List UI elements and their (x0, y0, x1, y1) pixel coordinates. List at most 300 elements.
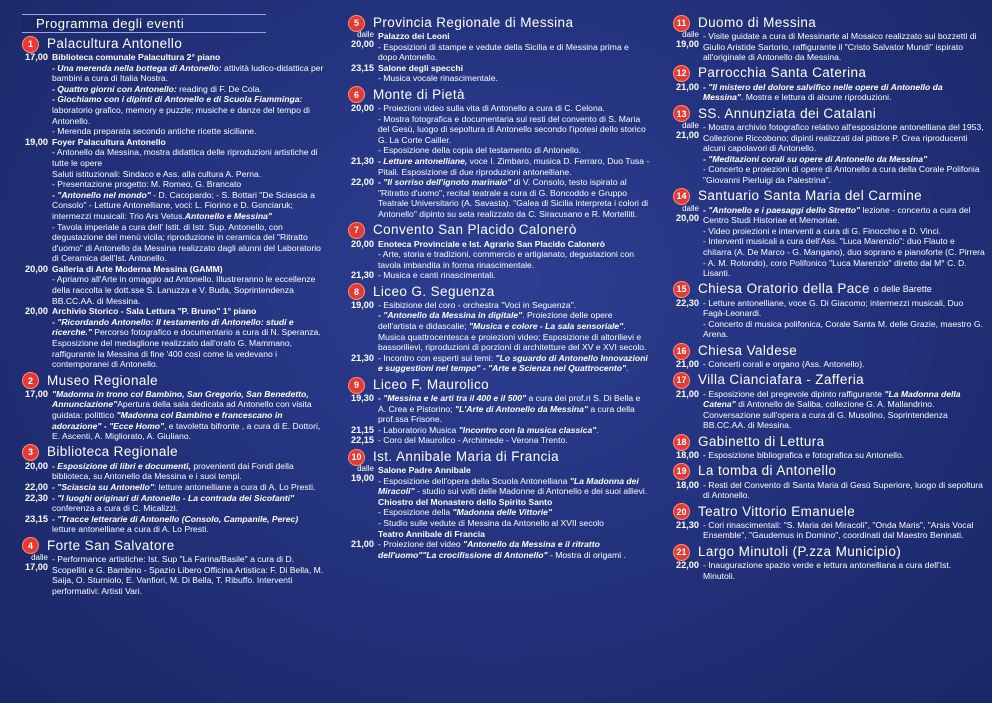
event-line (52, 169, 324, 180)
event-location: Archivio Storico - Sala Lettura "P. Bruno" 1° piano (52, 306, 257, 317)
event-description (378, 393, 650, 425)
venue-name: Palacultura Antonello (47, 35, 183, 51)
venue-header (340, 15, 650, 31)
event-time: 22,15 (351, 435, 374, 446)
event-text: di V. Consolo, testo ispirato al "Ritratto d'uomo", recital teatrale a cura di G. Boncoddo e Gruppo Teatrale Universitario (A. Savasta). "Galea di Sicilia interpreta i colori di Antonello" dipinto su seta realizzato da C. Siracusano e R. Mortelliti. (378, 177, 649, 219)
event-line (703, 560, 985, 581)
event-description (703, 560, 985, 581)
event-line (378, 156, 650, 177)
event (14, 52, 324, 137)
event-line (52, 190, 324, 222)
event-text: - Video proiezioni e interventi a cura di G. Finocchio e D. Vinci. (703, 225, 942, 236)
event-time: 21,00 (676, 359, 699, 370)
event-line (378, 42, 650, 63)
event (340, 465, 650, 539)
event (665, 480, 985, 501)
event-description (378, 63, 650, 84)
venue-21 (665, 544, 985, 581)
event-highlight: - "Il mistero del dolore salvifico nelle opere di Antonello da Messina" (703, 81, 943, 103)
event-text: lezione - concerto a cura del Centro Studi Historiae et Memoriae. (703, 204, 971, 226)
event-highlight: "La Madonna dei Miracoli" (378, 475, 639, 497)
event-line (378, 393, 650, 425)
venue-name: Largo Minutoli (P.zza Municipio) (698, 543, 902, 559)
event (340, 31, 650, 63)
venue-name: Provincia Regionale di Messina (373, 14, 574, 30)
event-time: 20,00 (25, 460, 48, 471)
venue-name: Teatro Vittorio Emanuele (698, 503, 856, 519)
event-time: dalle 20,00 (665, 205, 703, 279)
event-text: . Proiezione delle opere dell'artista e didascalie; (378, 310, 613, 332)
event-description (52, 482, 324, 493)
event-time: 23,15 (25, 513, 48, 524)
venue-name: Duomo di Messina (698, 14, 817, 30)
venue-17 (665, 373, 985, 431)
event-time: 21,30 (351, 155, 374, 166)
event-time: dalle 17,00 (14, 554, 52, 596)
event-line (703, 389, 985, 431)
event-description (378, 300, 650, 353)
event-location: Foyer Palacultura Antonello (52, 136, 166, 147)
venue-number-badge: 9 (348, 377, 365, 394)
event-description (703, 359, 985, 370)
venue-header (665, 282, 985, 298)
venue-number-badge: 16 (673, 343, 690, 360)
event-text: - Esposizioni di stampe e vedute della Sicilia e di Messina prima e dopo Antonello. (378, 41, 629, 63)
venue-7 (340, 223, 650, 281)
event-time: 22,30 (25, 492, 48, 503)
event-line (378, 270, 650, 281)
event-time: 19,00 (351, 299, 374, 310)
event-text: , e tavoletta bifronte (164, 420, 242, 431)
venue-number-badge: 6 (348, 86, 365, 103)
event-time: 19,00 (25, 136, 48, 147)
event-line (703, 319, 985, 340)
venue-name: Liceo F. Maurolico (373, 376, 489, 392)
event-text: - Antonello da Messina, mostra didattica delle riproduzioni artistiche di tutte le opere (52, 147, 318, 168)
event-time: 22,00 (25, 481, 48, 492)
event-text: - Studio sulle vedute di Messina da Antonello al XVII secolo (378, 517, 604, 528)
event-text: - Concerto e proiezioni di opere di Antonello a cura della Corale Polifonia "Giovanni Pierluigi da Palestrina". (703, 164, 980, 185)
event (340, 435, 650, 446)
venue-19 (665, 464, 985, 501)
venue-number-badge: 3 (22, 444, 39, 461)
event-line (52, 126, 324, 137)
event-text: - Mostra fotografica e documentaria sui resti del convento di S. Maria del Gesù, luogo di sepoltura di Antonello secondo l'ipotesi dello storico G. La Corte Cailler. (378, 113, 646, 145)
event-line (52, 554, 324, 596)
event-highlight: - "Il sorriso dell'ignoto marinaio" (378, 177, 512, 188)
event-highlight: - "Tracce letterarie di Antonello (Consolo, Campanile, Perec) (52, 513, 299, 524)
event-highlight: "L'Arte di Antonello da Messina" (454, 403, 588, 414)
event-highlight: "Incontro con la musica classica" (458, 424, 597, 435)
venue-20 (665, 504, 985, 541)
venue-9 (340, 377, 650, 446)
event-text: provenienti dai Fondi della biblioteca, su Antonello da Messina e i suoi tempi. (52, 460, 294, 482)
event-line (703, 31, 985, 63)
event-description (378, 435, 650, 446)
column-3 (665, 0, 985, 581)
event-time-prefix: dalle (31, 552, 48, 562)
event-text: . (626, 363, 629, 374)
event (14, 306, 324, 370)
event-line (378, 145, 650, 156)
event-highlight: Chiostro del Monastero dello Spirito Santo (378, 496, 553, 507)
event-time-prefix: dalle (357, 464, 374, 473)
event (340, 177, 650, 219)
venue-2 (14, 373, 324, 442)
event-text: attività ludico-didattica per bambini a cura di Italia Nostra. (52, 62, 324, 84)
venue-3 (14, 445, 324, 535)
venue-header (665, 434, 985, 450)
venue-14 (665, 189, 985, 279)
event-line (703, 164, 985, 185)
venue-header (340, 87, 650, 103)
event (665, 122, 985, 186)
event-text: reading di F. De Cola. (176, 83, 262, 94)
venue-1 (14, 36, 324, 370)
event-line (378, 249, 650, 270)
venue-header (665, 373, 985, 389)
venue-name: Biblioteca Regionale (47, 444, 179, 460)
event-highlight: "La Madonna della Catena" (703, 388, 961, 410)
event (340, 239, 650, 271)
event-text: letture antonelliane a cura di A. Lo Presti. (52, 524, 209, 535)
venue-name: Villa Cianciafara - Zafferia (698, 372, 865, 388)
event-time: 21,00 (351, 539, 374, 550)
event-description (52, 514, 324, 535)
event-description (378, 270, 650, 281)
event-line (378, 476, 650, 497)
event-text: Saluti istituzionali: Sindaco e Ass. alla cultura A. Perna. (52, 168, 262, 179)
venue-header (665, 464, 985, 480)
venue-number-badge: 10 (348, 449, 365, 466)
event-line (378, 529, 650, 540)
program-header: Programma degli eventi (22, 14, 266, 33)
event-text: voce I. Zimbaro, musica D. Ferraro, Duo Tusa - Pitali. Esposizione di due riproduzioni antonelliane. (378, 155, 650, 177)
venue-13 (665, 106, 985, 186)
venue-number-badge: 7 (348, 222, 365, 239)
event-line (378, 103, 650, 114)
venue-6 (340, 87, 650, 220)
event-text: - Mostra di origami (547, 549, 624, 560)
event-line (378, 497, 650, 508)
event-line (703, 205, 985, 226)
event-description (378, 31, 650, 63)
event (665, 560, 985, 581)
event-text: - Performance artistiche: Ist. Sup "La Farina/Basile" a cura di D. Scopelliti e G. Bambino - Spazio Libero Officina Artistica: F. Di Bella, M. Saija, O. Sturniolo, E. Vanfiori, M. Di Bella, T. Ribuffo. Interventi performativi: Artisti Vari. (52, 553, 324, 596)
event-description (52, 264, 324, 306)
venue-11 (665, 15, 985, 63)
event-description (378, 177, 650, 219)
event-line (378, 425, 650, 436)
event-line (52, 514, 324, 535)
venue-name: SS. Annunziata dei Catalani (698, 105, 877, 121)
event-line (52, 482, 324, 493)
event-description (703, 31, 985, 63)
event-time: 19,30 (351, 393, 374, 404)
event-text: - Cori rinascimentali: "S. Maria dei Miracoli", "Onda Maris", "Arsis Vocal Ensemble", "Gaudemus in Domino", coordinati dal Maestro Beninati. (703, 519, 974, 541)
event-time: 17,00 (25, 388, 48, 399)
venue-number-badge: 1 (22, 36, 39, 53)
event-time: 17,00 (25, 52, 48, 62)
venue-header (665, 343, 985, 359)
event-text: Apertura della sala dedicata ad Antonello con visita guidata: polittico (52, 399, 312, 420)
venue-number-badge: 21 (673, 544, 690, 561)
event-location: Galleria di Arte Moderna Messina (GAMM) (52, 263, 223, 274)
event (14, 389, 324, 442)
event-description (378, 239, 650, 271)
event-text: - Merenda preparata secondo antiche ricette siciliane. (52, 126, 257, 137)
event-description (378, 539, 650, 560)
event-text: - Visite guidate a cura di Messinarte al Mosaico realizzato sui bozzetti di Giulio Aristide Sartorio, raffigurante il "Cristo Salvator Mundi" ispirato all'originale di Antonello da Messina. (703, 31, 977, 63)
event-line (52, 147, 324, 168)
event-text: - Resti del Convento di Santa Maria di Gesù Superiore, luogo di sepoltura di Antonello. (703, 479, 983, 501)
event-time: dalle 19,00 (340, 465, 378, 539)
event-time: 20,00 (25, 306, 48, 317)
event-text: . (623, 549, 626, 560)
event-line (703, 520, 985, 541)
event (665, 359, 985, 370)
column-2 (340, 0, 650, 560)
event-line (378, 300, 650, 311)
event-text: Percorso fotografico e documentario a cura di N. Speranza. Esposizione del medaglione realizzato dall'orafo G. Mammano, raffigurante la Messina di fine '400 così come la vedevano i contemporanei di Antonello. (52, 327, 321, 370)
venue-number-badge: 2 (22, 372, 39, 389)
event-description (703, 82, 985, 103)
event-text: di Antonello de Saliba, collezione G. A. Mallandrino. Conversazione sull'opera a cura di G. Musolino, Soprintendenza BB.CC.AA. di Messina. (703, 399, 948, 431)
event-text: - Musica vocale rinascimentale. (378, 73, 498, 84)
event-location: Biblioteca comunale Palacultura 2° piano (52, 52, 221, 62)
venue-header (340, 223, 650, 239)
event-text: - Proiezioni video sulla vita di Antonello a cura di C. Celona. (378, 102, 605, 113)
event-line (703, 226, 985, 237)
venue-4 (14, 538, 324, 596)
event-time: 21,00 (676, 388, 699, 399)
venue-15 (665, 282, 985, 340)
event-line (703, 236, 985, 278)
event-text: - Laboratorio Musica (378, 424, 459, 435)
event-line (703, 82, 985, 103)
event-text: - Proiezione del video (378, 539, 464, 550)
event (14, 493, 324, 514)
event-text: - Letture antonelliane, voce G. Di Giacomo; intermezzi musicali, Duo Fagà-Leonardi. (703, 297, 964, 319)
event-description (378, 425, 650, 436)
venue-header (14, 36, 324, 52)
event-line (52, 389, 324, 442)
event-line (703, 154, 985, 165)
event-text: - Esposizione dell'opera della Scuola Antonelliana (378, 475, 570, 486)
event (340, 270, 650, 281)
venue-number-badge: 14 (673, 188, 690, 205)
event (665, 82, 985, 103)
venue-header (340, 284, 650, 300)
event (665, 520, 985, 541)
event-highlight: - "I luoghi originari di Antonello - La contrada dei Sicofanti" (52, 492, 295, 503)
event-description (52, 306, 324, 370)
venue-header (340, 449, 650, 465)
event-description (52, 52, 324, 137)
event-description (52, 389, 324, 442)
event-text: - Esposizione bibliografica e fotografica su Antonello. (703, 450, 905, 461)
venue-name: La tomba di Antonello (698, 463, 837, 479)
event (340, 103, 650, 156)
venue-name: Parrocchia Santa Caterina (698, 65, 867, 81)
event-highlight: - "Sciascia su Antonello" (52, 481, 154, 492)
event (14, 482, 324, 493)
event-line (52, 179, 324, 190)
venue-name: Chiesa Valdese (698, 342, 798, 358)
event-text: , a cura di E. Dottori, E. Ascenti, A. Migliorato, A. Giuliano. (52, 420, 321, 442)
event (340, 353, 650, 374)
event (14, 461, 324, 482)
event-line (52, 63, 324, 84)
venue-number-badge: 12 (673, 65, 690, 82)
event-description (52, 493, 324, 514)
event-text: : letture antonelliane a cura di A. Lo Presti. (153, 481, 316, 492)
event (340, 425, 650, 436)
venue-number-badge: 13 (673, 105, 690, 122)
event-text: - Mostra archivio fotografico relativo all'esposizione antonelliana del 1953, Collezione Riccobono; dipinti realizzati dal pittore P. Crea riproducenti alcuni capolavori di Antonello. (703, 121, 984, 154)
event-highlight: "Madonna delle Vittorie" (452, 507, 553, 518)
event-line (378, 177, 650, 219)
event-highlight: "Antonello da Messina e il ritratto dell'uomo" (378, 539, 600, 560)
venue-number-badge: 15 (673, 281, 690, 298)
event-text: - Interventi musicali a cura dell'Ass. "Luca Marenzio": duo Flauto e chitarra (A. De Marco - G. Mangano), duo soprano e pianoforte (C. Pirrera - A. M. Rotondo), coro Polifonico "Luca Marenzio" diretto dal M° C. D. Lisanti. (703, 236, 985, 279)
event-time: 21,15 (351, 424, 374, 435)
event-description (52, 461, 324, 482)
event-line (378, 310, 650, 352)
event (340, 539, 650, 560)
venue-16 (665, 343, 985, 370)
event-text: laboratorio grafico, memory e puzzle; musiche e danze del tempo di Antonello. (52, 104, 310, 126)
event-description (703, 122, 985, 186)
event-text: . (596, 424, 599, 435)
venue-8 (340, 284, 650, 374)
event-highlight: "Madonna col Bambino e francescano in adorazione" - "Ecce Homo" (52, 410, 283, 431)
event-time-prefix: dalle (682, 30, 699, 39)
event-highlight: - "Messina e le arti tra il 400 e il 500" (378, 393, 527, 404)
venue-number-badge: 20 (673, 503, 690, 520)
venue-name: Museo Regionale (47, 372, 159, 388)
event-description (378, 465, 650, 539)
venue-name: Santuario Santa Maria del Carmine (698, 188, 923, 204)
event-location: Enoteca Provinciale e Ist. Agrario San Placido Calonerò (378, 238, 606, 249)
event-highlight: Antonello e Messina" (184, 210, 272, 221)
event-text: - Arte, storia e tradizioni, commercio e artigianato, degustazioni con tavola imbandita in forma rinascimentale. (378, 249, 635, 270)
event-description (378, 353, 650, 374)
event-highlight: Teatro Annibale di Francia (378, 528, 485, 539)
venue-header (665, 189, 985, 205)
event-highlight: - "Ricordando Antonello: Il testamento di Antonello: studi e ricerche." (52, 316, 294, 338)
event (14, 264, 324, 306)
venue-header (665, 15, 985, 31)
event-text: - D. Cacopardo; (150, 189, 217, 200)
event-time: 22,30 (676, 297, 699, 308)
venue-number-badge: 19 (673, 463, 690, 480)
event-text: - Inaugurazione spazio verde e lettura antonelliana a cura dell'Ist. Minutoli. (703, 560, 952, 581)
venue-header (14, 445, 324, 461)
event-line (52, 222, 324, 264)
venue-number-badge: 17 (673, 372, 690, 389)
event-text: - Concerto di musica polifonica, Corale Santa M. delle Grazie, maestro G. Arena. (703, 318, 983, 340)
venue-12 (665, 66, 985, 103)
event-text: - Presentazione progetto: M. Romeo, G. Brancato (52, 179, 242, 190)
event (665, 31, 985, 63)
event-text: - S. Bottari "De Sciascia a Consolo" - Letture Antonelliane, voci: L. Fiorino e D. Gonciaruk; intermezzi musicali: Trio Ars Vetus. (52, 189, 315, 221)
venue-name: Liceo G. Seguenza (373, 283, 495, 299)
event-description (52, 137, 324, 264)
venue-number-badge: 8 (348, 283, 365, 300)
event-highlight: - "Meditazioni corali su opere di Antonello da Messina" (703, 153, 928, 164)
event-time: 18,00 (676, 479, 699, 490)
event-time: 20,00 (351, 102, 374, 113)
event-time: 22,00 (351, 177, 374, 188)
event-time-prefix: dalle (682, 120, 699, 130)
event-highlight: - "Antonello da Messina in digitale" (378, 310, 523, 321)
event (14, 554, 324, 596)
event-line (378, 114, 650, 146)
event-description (378, 103, 650, 156)
event-line (52, 493, 324, 514)
event-description (703, 389, 985, 431)
event (340, 63, 650, 84)
venue-5 (340, 15, 650, 84)
event-line (378, 518, 650, 529)
event-time: 18,00 (676, 450, 699, 461)
event-highlight: - Esposizione di libri e documenti, (52, 460, 191, 471)
event-description (703, 298, 985, 340)
event-line (703, 359, 985, 370)
event-location: Palazzo dei Leoni (378, 31, 450, 41)
event-line (52, 84, 324, 95)
event-description (703, 520, 985, 541)
venue-10 (340, 449, 650, 560)
venue-number-badge: 18 (673, 434, 690, 451)
event-text: conferenza a cura di C. Micalizzi. (52, 503, 179, 514)
event (665, 298, 985, 340)
event-time: 20,00 (351, 238, 374, 249)
event-text: - Tavola imperiale a cura dell' Istit. di Istr. Sup. Antonello, con degustazione del menù vicila; riproduzione in ceramica del "Ritratto d'uomo" di Antonello da Messina realizzato dagli alunni del Laboratorio di Ceramica dell'Ist. Antonello. (52, 221, 321, 264)
venue-number-badge: 11 (673, 15, 690, 32)
event-line (378, 539, 650, 560)
event (340, 393, 650, 425)
event-highlight: "Lo sguardo di Antonello Innovazioni e suggestioni nel tempo" - "Arte e Scienza nel Quattrocento" (378, 352, 648, 374)
event (665, 450, 985, 461)
venue-header (665, 544, 985, 560)
event-time: dalle 19,00 (665, 31, 703, 63)
event-description (52, 554, 324, 596)
venue-name: Chiesa Oratorio della Pace (698, 281, 870, 297)
event-text: - Coro del Maurolico - Archimede - Verona Trento. (378, 435, 568, 446)
event-line (52, 94, 324, 126)
event-text: - Musica e canti rinascimentali. (378, 270, 496, 281)
venue-name: Gabinetto di Lettura (698, 433, 825, 449)
event-time: 21,30 (351, 270, 374, 281)
event-line (378, 435, 650, 446)
event-highlight: - "Antonello nel mondo" (52, 189, 151, 200)
venue-header (665, 66, 985, 82)
event-line (703, 298, 985, 319)
event-line (52, 317, 324, 370)
venue-name: Monte di Pietà (373, 86, 465, 102)
event-highlight: "La crocifissione di Antonello" (422, 549, 548, 560)
event-time: 22,00 (676, 560, 699, 570)
venue-18 (665, 434, 985, 461)
event-description (703, 450, 985, 461)
venue-header (14, 373, 324, 389)
event-line (378, 73, 650, 84)
venue-number-badge: 5 (348, 15, 365, 32)
venue-header (665, 504, 985, 520)
event-line (703, 480, 985, 501)
